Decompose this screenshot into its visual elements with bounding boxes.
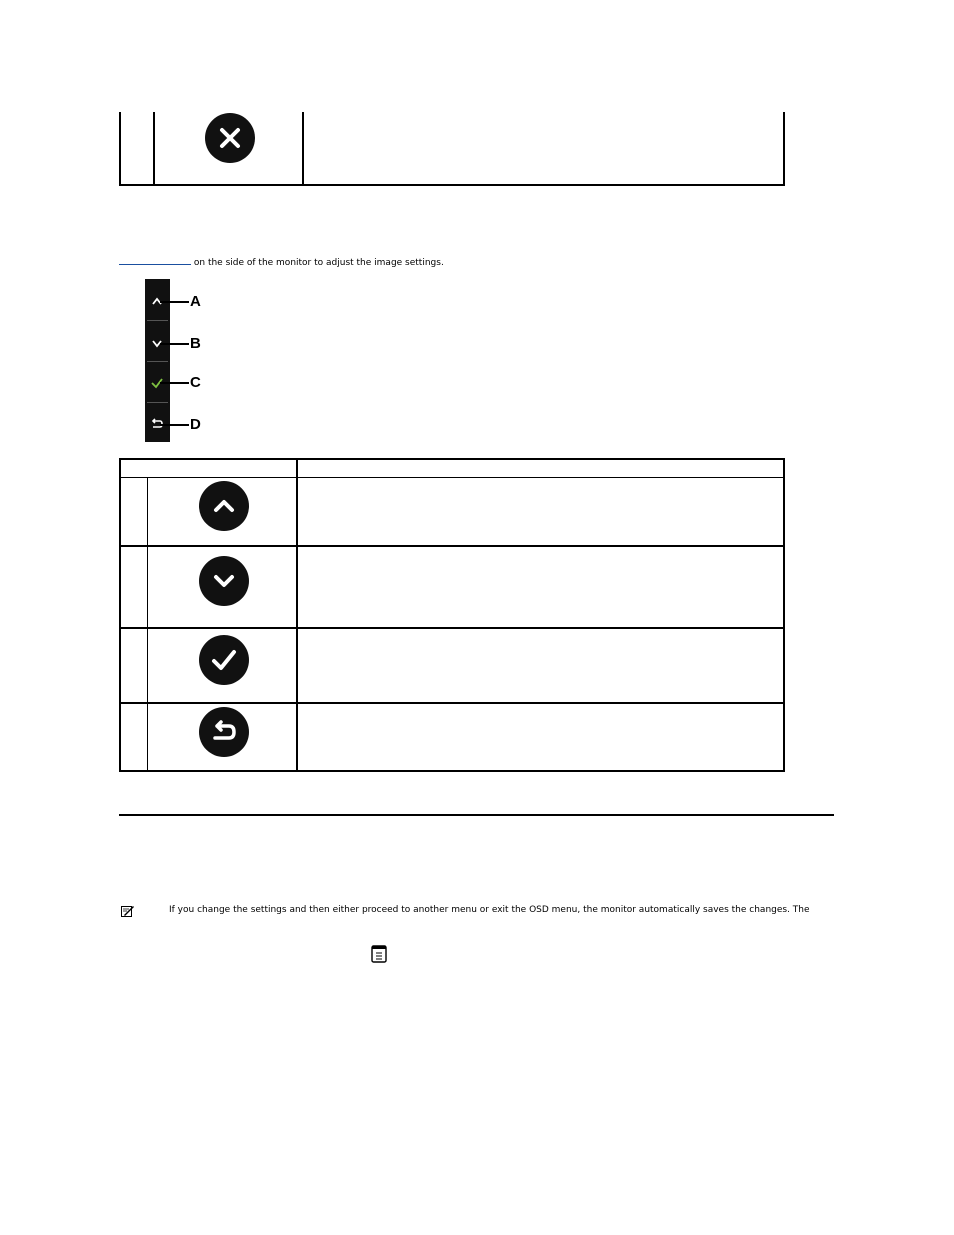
strip-separator bbox=[147, 402, 168, 403]
check-circle-icon bbox=[199, 635, 249, 685]
table-border bbox=[119, 702, 785, 704]
table-border bbox=[783, 458, 785, 772]
callout-line bbox=[160, 343, 189, 345]
table-border bbox=[147, 477, 148, 772]
up-circle-icon bbox=[199, 481, 249, 531]
table-border bbox=[302, 112, 304, 186]
callout-d: D bbox=[190, 416, 201, 433]
note-text: If you change the settings and then either proceed to another menu or exit the OSD menu, the monitor automatically saves the changes. The bbox=[169, 905, 810, 915]
table-border bbox=[119, 458, 121, 772]
callout-line bbox=[160, 382, 189, 384]
callout-b: B bbox=[190, 335, 201, 352]
table-border bbox=[119, 627, 785, 629]
exit-button-table bbox=[119, 112, 785, 186]
table-border bbox=[119, 477, 785, 478]
table-border bbox=[119, 770, 785, 772]
back-circle-icon bbox=[199, 707, 249, 757]
table-border bbox=[119, 184, 785, 186]
intro-text: on the side of the monitor to adjust the image settings. bbox=[193, 258, 444, 268]
note-pencil-icon bbox=[121, 905, 135, 918]
exit-circle-icon bbox=[205, 113, 255, 163]
front-panel-link[interactable] bbox=[119, 255, 191, 265]
callout-line bbox=[160, 424, 189, 426]
button-table bbox=[119, 458, 785, 772]
table-border bbox=[783, 112, 785, 186]
callout-c: C bbox=[190, 374, 201, 391]
menu-icon bbox=[371, 945, 387, 963]
side-button-strip bbox=[145, 279, 170, 442]
callout-line bbox=[160, 301, 189, 303]
intro-sentence bbox=[119, 255, 444, 269]
section-divider bbox=[119, 814, 834, 816]
callout-a: A bbox=[190, 293, 201, 310]
strip-separator bbox=[147, 361, 168, 362]
table-border bbox=[153, 112, 155, 186]
table-border bbox=[296, 458, 298, 772]
table-border bbox=[119, 458, 785, 460]
table-border bbox=[119, 112, 121, 186]
down-circle-icon bbox=[199, 556, 249, 606]
table-border bbox=[119, 545, 785, 547]
strip-separator bbox=[147, 320, 168, 321]
